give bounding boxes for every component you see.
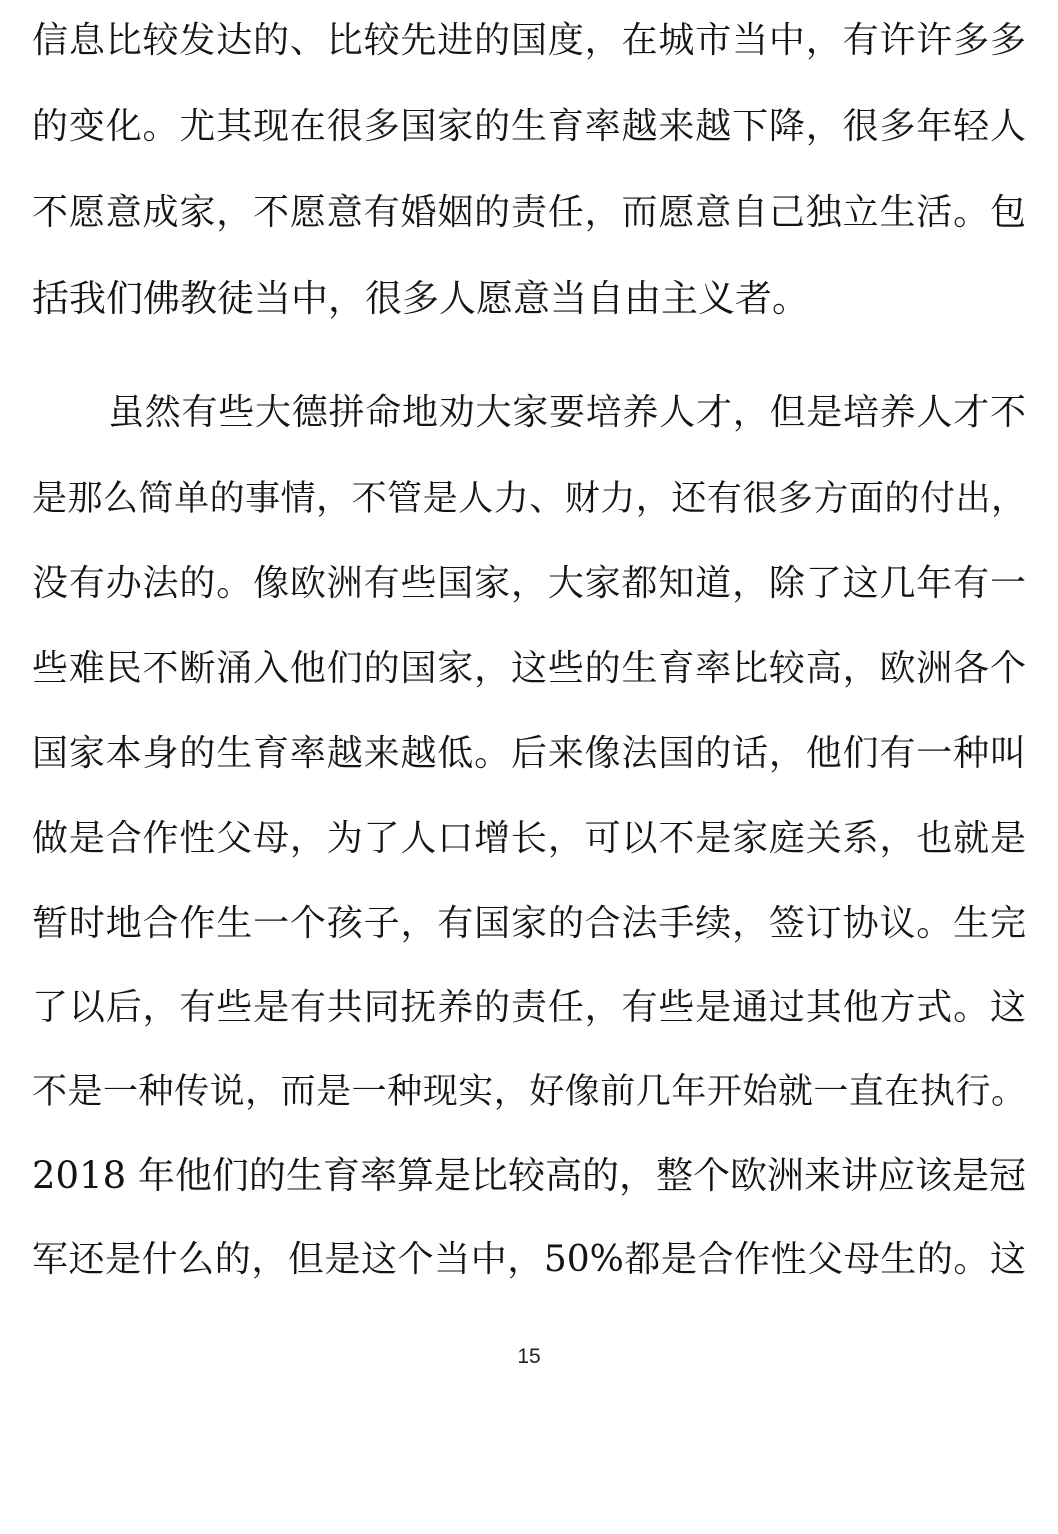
paragraph-2-line-1: 虽然有些大德拼命地劝大家要培养人才，但是培养人才不 (108, 392, 1026, 433)
page-number: 15 (517, 1345, 541, 1368)
paragraph-2-line-3: 没有办法的。像欧洲有些国家，大家都知道，除了这几年有一 (32, 563, 1026, 604)
paragraph-1-line-4: 括我们佛教徒当中，很多人愿意当自由主义者。 (32, 277, 809, 320)
paragraph-2-line-11: 军还是什么的，但是这个当中，50%都是合作性父母生的。这 (32, 1239, 1026, 1280)
paragraph-2-line-9: 不是一种传说，而是一种现实，好像前几年开始就一直在执行。 (32, 1072, 1026, 1112)
paragraph-2-line-2: 是那么简单的事情，不管是人力、财力，还有很多方面的付出， (32, 479, 1026, 519)
paragraph-1-line-2: 的变化。尤其现在很多国家的生育率越来越下降，很多年轻人 (32, 106, 1026, 147)
paragraph-1-line-3: 不愿意成家，不愿意有婚姻的责任，而愿意自己独立生活。包 (32, 192, 1026, 233)
paragraph-2-line-6: 做是合作性父母，为了人口增长，可以不是家庭关系，也就是 (32, 818, 1026, 859)
paragraph-2-line-10: 2018 年他们的生育率算是比较高的，整个欧洲来讲应该是冠 (32, 1154, 1026, 1197)
paragraph-2-line-8: 了以后，有些是有共同抚养的责任，有些是通过其他方式。这 (32, 987, 1026, 1028)
paragraph-1-line-1: 信息比较发达的、比较先进的国度，在城市当中，有许许多多 (32, 20, 1026, 61)
paragraph-2-line-5: 国家本身的生育率越来越低。后来像法国的话，他们有一种叫 (32, 733, 1026, 774)
paragraph-2-line-4: 些难民不断涌入他们的国家，这些的生育率比较高，欧洲各个 (32, 648, 1026, 689)
paragraph-2-line-7: 暂时地合作生一个孩子，有国家的合法手续，签订协议。生完 (32, 903, 1026, 944)
